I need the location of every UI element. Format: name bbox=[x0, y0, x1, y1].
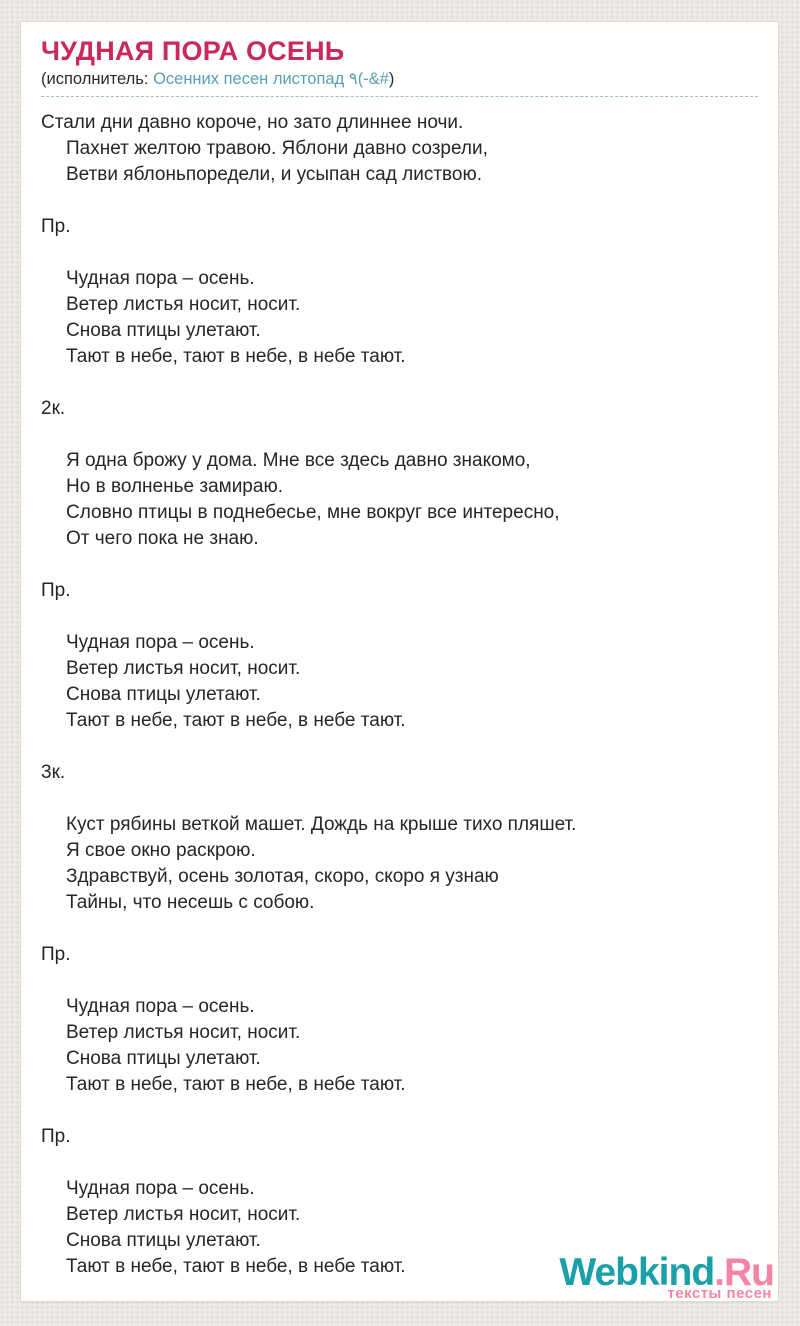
lyric-line: Ветер листья носит, носит. bbox=[66, 1022, 301, 1043]
logo-main-text: Webkind bbox=[559, 1251, 715, 1294]
lyric-blank-line bbox=[41, 968, 758, 994]
lyric-blank-line bbox=[41, 370, 758, 396]
lyric-line: Пр. bbox=[41, 580, 71, 601]
lyrics bbox=[41, 110, 758, 1280]
lyric-blank-line bbox=[41, 786, 758, 812]
lyric-line: Пр. bbox=[41, 944, 71, 965]
lyric-line: Снова птицы улетают. bbox=[66, 684, 261, 705]
page-title: ЧУДНАЯ ПОРА ОСЕНЬ bbox=[41, 36, 345, 66]
content-card bbox=[20, 21, 779, 1302]
artist-line bbox=[41, 68, 758, 97]
lyric-blank-line bbox=[41, 604, 758, 630]
lyric-line: Снова птицы улетают. bbox=[66, 320, 261, 341]
lyric-line: Я одна брожу у дома. Мне все здесь давно знакомо, bbox=[66, 450, 531, 471]
lyric-blank-line bbox=[41, 734, 758, 760]
artist-suffix: ) bbox=[388, 70, 395, 88]
lyric-line: Чудная пора – осень. bbox=[66, 996, 255, 1017]
lyric-blank-line bbox=[41, 916, 758, 942]
logo-tagline: тексты песен bbox=[667, 1285, 772, 1302]
lyric-line: Пр. bbox=[41, 216, 71, 237]
lyric-blank-line bbox=[41, 240, 758, 266]
lyric-line: Куст рябины веткой машет. Дождь на крыше тихо пляшет. bbox=[66, 814, 577, 835]
lyric-line: Здравствуй, осень золотая, скоро, скоро я узнаю bbox=[66, 866, 499, 887]
lyric-line: Но в волненье замираю. bbox=[66, 476, 283, 497]
lyric-line: От чего пока не знаю. bbox=[66, 528, 259, 549]
lyric-line: Ветви яблоньпоредели, и усыпан сад листвою. bbox=[66, 164, 482, 185]
lyric-blank-line bbox=[41, 188, 758, 214]
lyric-line: 2к. bbox=[41, 398, 66, 419]
lyric-line: Снова птицы улетают. bbox=[66, 1230, 261, 1251]
lyric-line: Снова птицы улетают. bbox=[66, 1048, 261, 1069]
lyric-blank-line bbox=[41, 422, 758, 448]
lyric-line: Ветер листья носит, носит. bbox=[66, 294, 301, 315]
lyric-line: Тают в небе, тают в небе, в небе тают. bbox=[66, 1074, 406, 1095]
logo-suffix-text: .Ru bbox=[714, 1251, 774, 1294]
lyric-line: 3к. bbox=[41, 762, 66, 783]
lyric-line: Пр. bbox=[41, 1126, 71, 1147]
lyric-line: Пахнет желтою травою. Яблони давно созрели, bbox=[66, 138, 488, 159]
lyric-line: Тайны, что несешь с собою. bbox=[66, 892, 315, 913]
artist-link[interactable]: Осенних песен листопад ٩(-&# bbox=[153, 70, 389, 88]
artist-prefix: (исполнитель: bbox=[41, 70, 154, 88]
lyric-line: Тают в небе, тают в небе, в небе тают. bbox=[66, 1256, 406, 1277]
lyric-blank-line bbox=[41, 552, 758, 578]
lyric-line: Тают в небе, тают в небе, в небе тают. bbox=[66, 710, 406, 731]
lyric-blank-line bbox=[41, 1150, 758, 1176]
lyric-line: Ветер листья носит, носит. bbox=[66, 1204, 301, 1225]
lyric-blank-line bbox=[41, 1098, 758, 1124]
lyric-line: Я свое окно раскрою. bbox=[66, 840, 256, 861]
lyric-line: Тают в небе, тают в небе, в небе тают. bbox=[66, 346, 406, 367]
lyric-line: Чудная пора – осень. bbox=[66, 632, 255, 653]
lyric-line: Словно птицы в поднебесье, мне вокруг все интересно, bbox=[66, 502, 560, 523]
lyric-line: Стали дни давно короче, но зато длиннее ночи. bbox=[41, 112, 464, 133]
lyric-line: Ветер листья носит, носит. bbox=[66, 658, 301, 679]
lyric-line: Чудная пора – осень. bbox=[66, 268, 255, 289]
webkind-logo-link[interactable] bbox=[559, 1253, 774, 1301]
lyric-line: Чудная пора – осень. bbox=[66, 1178, 255, 1199]
